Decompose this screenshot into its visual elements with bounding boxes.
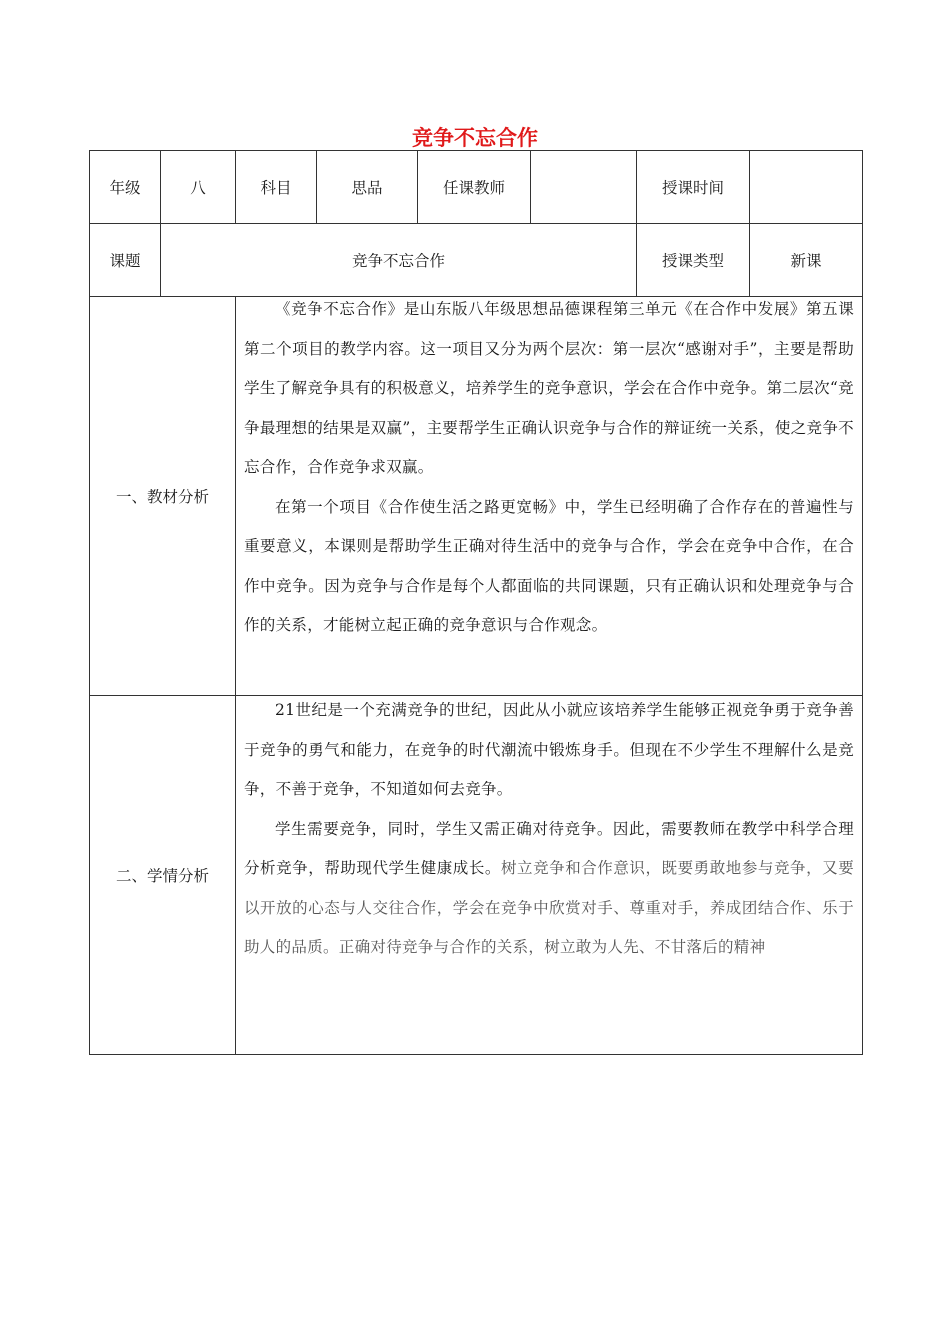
subject-label: 科目: [236, 151, 317, 224]
topic-label: 课题: [90, 224, 161, 297]
subject-value: 思品: [317, 151, 418, 224]
teacher-value: [531, 151, 637, 224]
time-label: 授课时间: [637, 151, 750, 224]
page-title: 竞争不忘合作: [412, 126, 538, 150]
section-heading: 二、学情分析: [90, 696, 236, 1055]
grade-value: 八: [161, 151, 236, 224]
type-value: 新课: [750, 224, 863, 297]
paragraph-gray-part: 树立竞争和合作意识，既要勇敢地参与竞争，又要以开放的心态与人交往合作，学会在竞争中欣赏对手、尊重对手，养成团结合作、乐于助人的品质。正确对待竞争与合作的关系，树立敢为人先、不甘落后的精神: [244, 859, 854, 956]
teacher-label: 任课教师: [418, 151, 531, 224]
topic-row: [90, 224, 863, 297]
section-paragraph: 在第一个项目《合作使生活之路更宽畅》中，学生已经明确了合作存在的普遍性与重要意义，本课则是帮助学生正确对待生活中的竞争与合作，学会在竞争中合作，在合作中竞争。因为竞争与合作是每个人都面临的共同课题，只有正确认识和处理竞争与合作的关系，才能树立起正确的竞争意识与合作观念。: [244, 497, 854, 634]
section-row: [90, 297, 863, 696]
section-paragraph: [244, 810, 854, 968]
lesson-plan-table: [89, 150, 863, 1055]
topic-value: 竞争不忘合作: [161, 224, 637, 297]
header-row: [90, 151, 863, 224]
paragraph-dark-part: 学生需要竞争，同时，学生又需正确对待竞争。因此，需要教师在教学中科学合理分析竞争，帮助现代学生健康成长。: [244, 819, 854, 877]
section-row: [90, 696, 863, 1055]
section-heading: 一、教材分析: [90, 297, 236, 696]
section-body: [236, 297, 863, 696]
time-value: [750, 151, 863, 224]
grade-label: 年级: [90, 151, 161, 224]
section-paragraph: 21世纪是一个充满竞争的世纪，因此从小就应该培养学生能够正视竞争勇于竞争善于竞争的勇气和能力，在竞争的时代潮流中锻炼身手。但现在不少学生不理解什么是竞争，不善于竞争，不知道如何去竞争。: [244, 701, 854, 798]
section-paragraph: 《竞争不忘合作》是山东版八年级思想品德课程第三单元《在合作中发展》第五课第二个项目的教学内容。这一项目又分为两个层次：第一层次“感谢对手”，主要是帮助学生了解竞争具有的积极意义，培养学生的竞争意识，学会在合作中竞争。第二层次“竞争最理想的结果是双赢”，主要帮学生正确认识竞争与合作的辩证统一关系，使之竞争不忘合作，合作竞争求双赢。: [244, 300, 854, 476]
type-label: 授课类型: [637, 224, 750, 297]
section-body: [236, 696, 863, 1055]
